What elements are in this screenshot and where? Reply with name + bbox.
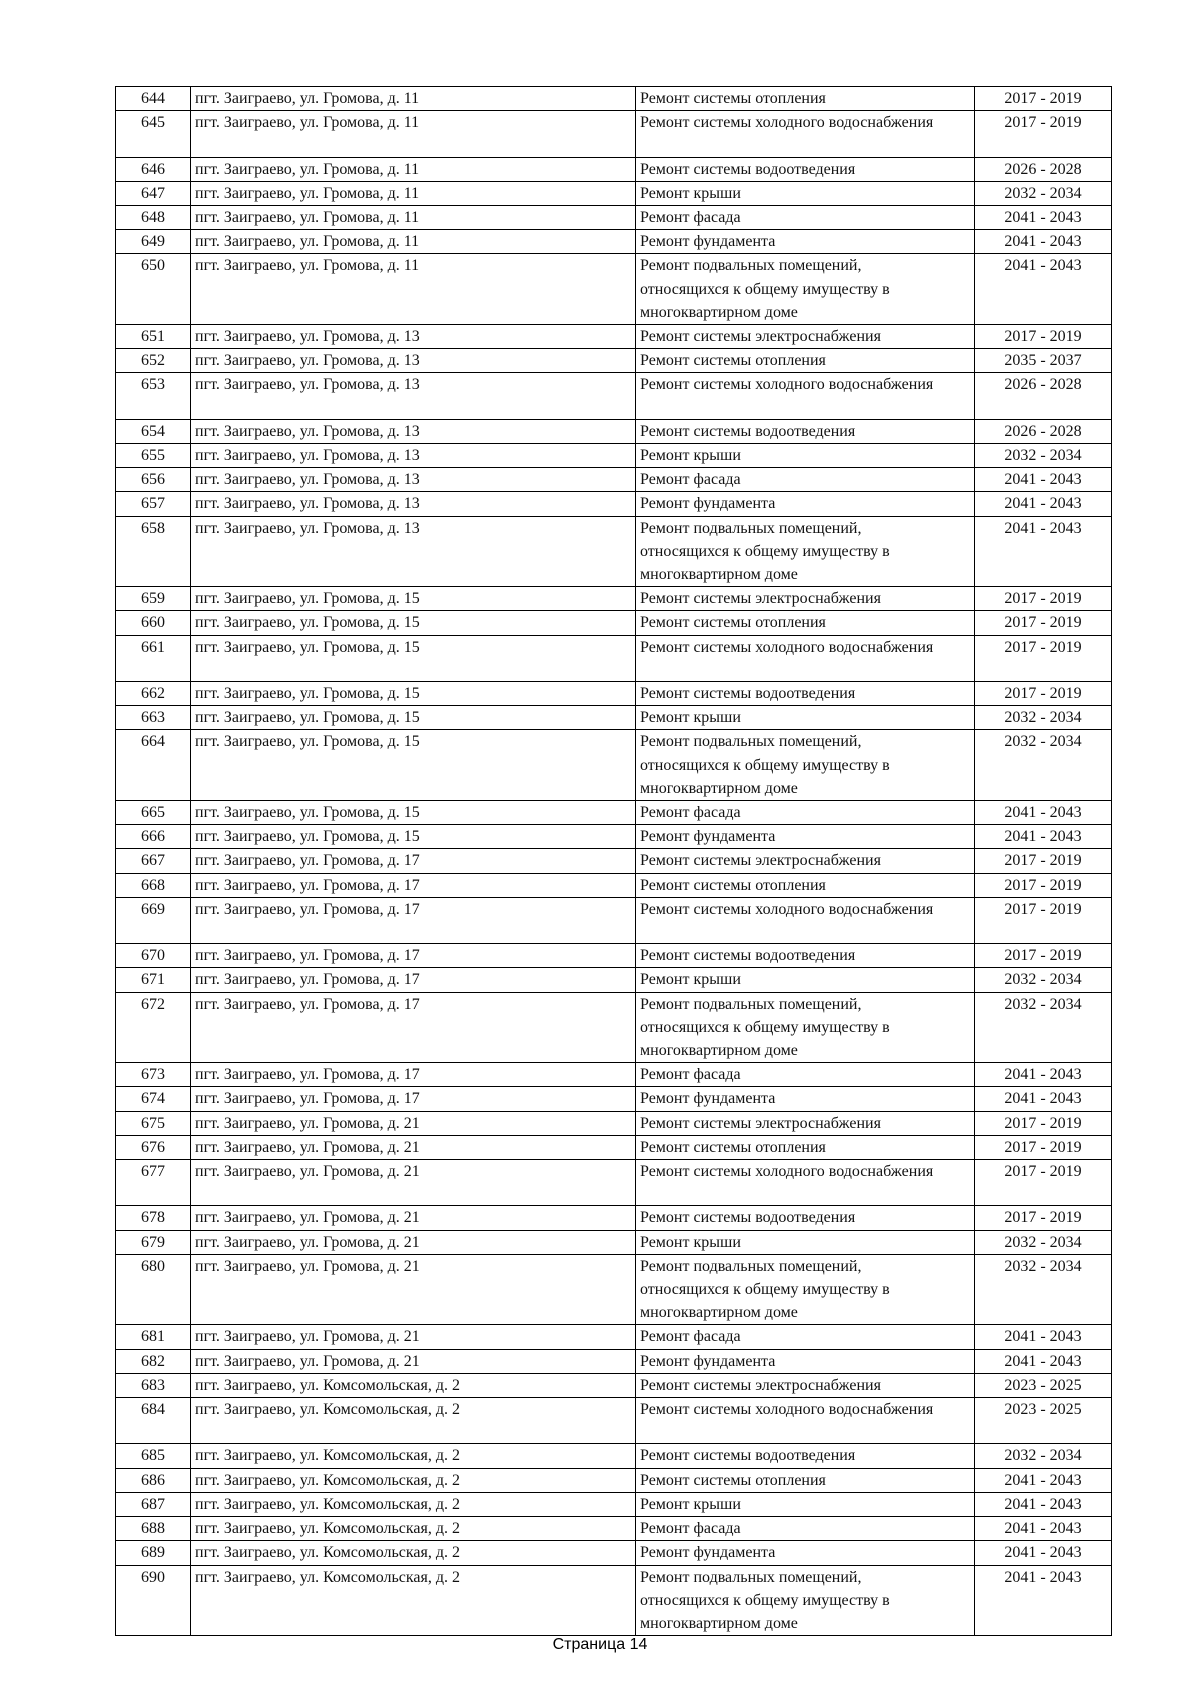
- row-period: 2032 - 2034: [975, 1444, 1112, 1468]
- row-number: 687: [116, 1492, 191, 1516]
- table-row: [116, 1135, 1112, 1159]
- row-number: 688: [116, 1517, 191, 1541]
- row-work-type: Ремонт системы водоотведения: [636, 419, 975, 443]
- row-address: пгт. Заиграево, ул. Громова, д. 13: [191, 349, 636, 373]
- row-work-type: Ремонт фундамента: [636, 492, 975, 516]
- row-number: 679: [116, 1230, 191, 1254]
- row-address: пгт. Заиграево, ул. Громова, д. 17: [191, 897, 636, 943]
- row-work-type: Ремонт подвальных помещений, относящихся к общему имуществу в многоквартирном доме: [636, 1565, 975, 1636]
- row-period: 2032 - 2034: [975, 968, 1112, 992]
- row-number: 656: [116, 468, 191, 492]
- row-number: 658: [116, 516, 191, 587]
- row-period: 2032 - 2034: [975, 1254, 1112, 1325]
- row-number: 664: [116, 730, 191, 801]
- row-period: 2032 - 2034: [975, 706, 1112, 730]
- row-work-type: Ремонт подвальных помещений, относящихся к общему имуществу в многоквартирном доме: [636, 730, 975, 801]
- table-row: [116, 325, 1112, 349]
- row-number: 683: [116, 1373, 191, 1397]
- row-period: 2041 - 2043: [975, 254, 1112, 325]
- table-row: [116, 516, 1112, 587]
- row-number: 659: [116, 587, 191, 611]
- repair-schedule-table: [115, 86, 1112, 1636]
- row-work-type: Ремонт крыши: [636, 706, 975, 730]
- row-number: 677: [116, 1160, 191, 1206]
- row-address: пгт. Заиграево, ул. Комсомольская, д. 2: [191, 1373, 636, 1397]
- row-address: пгт. Заиграево, ул. Комсомольская, д. 2: [191, 1444, 636, 1468]
- row-period: 2017 - 2019: [975, 873, 1112, 897]
- row-period: 2041 - 2043: [975, 1349, 1112, 1373]
- row-period: 2032 - 2034: [975, 1230, 1112, 1254]
- row-period: 2017 - 2019: [975, 87, 1112, 111]
- table-row: [116, 968, 1112, 992]
- row-work-type: Ремонт системы электроснабжения: [636, 1373, 975, 1397]
- row-address: пгт. Заиграево, ул. Громова, д. 21: [191, 1206, 636, 1230]
- row-period: 2041 - 2043: [975, 1063, 1112, 1087]
- row-number: 648: [116, 206, 191, 230]
- row-work-type: Ремонт фасада: [636, 1517, 975, 1541]
- row-address: пгт. Заиграево, ул. Громова, д. 11: [191, 206, 636, 230]
- row-period: 2041 - 2043: [975, 492, 1112, 516]
- table-row: [116, 206, 1112, 230]
- row-period: 2017 - 2019: [975, 1206, 1112, 1230]
- row-address: пгт. Заиграево, ул. Комсомольская, д. 2: [191, 1517, 636, 1541]
- row-address: пгт. Заиграево, ул. Громова, д. 15: [191, 801, 636, 825]
- row-address: пгт. Заиграево, ул. Громова, д. 13: [191, 444, 636, 468]
- row-number: 681: [116, 1325, 191, 1349]
- row-address: пгт. Заиграево, ул. Громова, д. 17: [191, 968, 636, 992]
- row-period: 2032 - 2034: [975, 730, 1112, 801]
- table-row: [116, 1517, 1112, 1541]
- row-address: пгт. Заиграево, ул. Комсомольская, д. 2: [191, 1541, 636, 1565]
- row-address: пгт. Заиграево, ул. Громова, д. 17: [191, 992, 636, 1063]
- row-work-type: Ремонт системы электроснабжения: [636, 849, 975, 873]
- row-address: пгт. Заиграево, ул. Громова, д. 21: [191, 1160, 636, 1206]
- row-number: 686: [116, 1468, 191, 1492]
- table-row: [116, 1111, 1112, 1135]
- row-period: 2017 - 2019: [975, 1160, 1112, 1206]
- table-row: [116, 1349, 1112, 1373]
- row-work-type: Ремонт системы водоотведения: [636, 1444, 975, 1468]
- row-period: 2026 - 2028: [975, 373, 1112, 419]
- row-address: пгт. Заиграево, ул. Громова, д. 11: [191, 181, 636, 205]
- row-address: пгт. Заиграево, ул. Громова, д. 13: [191, 373, 636, 419]
- table-body: [116, 87, 1112, 1636]
- row-work-type: Ремонт фундамента: [636, 230, 975, 254]
- row-period: 2032 - 2034: [975, 992, 1112, 1063]
- row-address: пгт. Заиграево, ул. Громова, д. 17: [191, 1063, 636, 1087]
- table-row: [116, 1492, 1112, 1516]
- row-work-type: Ремонт фасада: [636, 206, 975, 230]
- row-period: 2041 - 2043: [975, 516, 1112, 587]
- row-work-type: Ремонт системы водоотведения: [636, 157, 975, 181]
- row-work-type: Ремонт системы отопления: [636, 87, 975, 111]
- row-work-type: Ремонт системы отопления: [636, 611, 975, 635]
- table-row: [116, 1541, 1112, 1565]
- row-work-type: Ремонт системы холодного водоснабжения: [636, 373, 975, 419]
- row-number: 676: [116, 1135, 191, 1159]
- row-address: пгт. Заиграево, ул. Громова, д. 21: [191, 1254, 636, 1325]
- row-number: 644: [116, 87, 191, 111]
- table-row: [116, 873, 1112, 897]
- row-number: 663: [116, 706, 191, 730]
- row-address: пгт. Заиграево, ул. Громова, д. 15: [191, 730, 636, 801]
- table-row: [116, 1254, 1112, 1325]
- row-work-type: Ремонт системы отопления: [636, 1135, 975, 1159]
- row-work-type: Ремонт системы водоотведения: [636, 944, 975, 968]
- row-number: 690: [116, 1565, 191, 1636]
- row-address: пгт. Заиграево, ул. Громова, д. 11: [191, 230, 636, 254]
- row-address: пгт. Заиграево, ул. Громова, д. 15: [191, 682, 636, 706]
- table-row: [116, 468, 1112, 492]
- page-number: Страница 14: [552, 1636, 648, 1653]
- row-address: пгт. Заиграево, ул. Громова, д. 17: [191, 873, 636, 897]
- row-number: 660: [116, 611, 191, 635]
- table-row: [116, 1444, 1112, 1468]
- row-address: пгт. Заиграево, ул. Громова, д. 15: [191, 587, 636, 611]
- row-work-type: Ремонт фасада: [636, 1063, 975, 1087]
- row-number: 673: [116, 1063, 191, 1087]
- row-number: 662: [116, 682, 191, 706]
- row-address: пгт. Заиграево, ул. Комсомольская, д. 2: [191, 1492, 636, 1516]
- row-period: 2041 - 2043: [975, 801, 1112, 825]
- row-period: 2041 - 2043: [975, 1492, 1112, 1516]
- row-number: 675: [116, 1111, 191, 1135]
- table-row: [116, 444, 1112, 468]
- row-work-type: Ремонт фундамента: [636, 825, 975, 849]
- row-address: пгт. Заиграево, ул. Громова, д. 11: [191, 87, 636, 111]
- row-address: пгт. Заиграево, ул. Громова, д. 21: [191, 1111, 636, 1135]
- row-address: пгт. Заиграево, ул. Громова, д. 13: [191, 325, 636, 349]
- table-row: [116, 1325, 1112, 1349]
- row-period: 2017 - 2019: [975, 682, 1112, 706]
- row-address: пгт. Заиграево, ул. Громова, д. 21: [191, 1135, 636, 1159]
- row-number: 645: [116, 111, 191, 157]
- row-period: 2041 - 2043: [975, 206, 1112, 230]
- row-work-type: Ремонт крыши: [636, 444, 975, 468]
- row-period: 2026 - 2028: [975, 157, 1112, 181]
- row-address: пгт. Заиграево, ул. Громова, д. 13: [191, 468, 636, 492]
- row-address: пгт. Заиграево, ул. Громова, д. 21: [191, 1230, 636, 1254]
- table-row: [116, 992, 1112, 1063]
- row-period: 2017 - 2019: [975, 1135, 1112, 1159]
- row-address: пгт. Заиграево, ул. Громова, д. 11: [191, 254, 636, 325]
- row-work-type: Ремонт системы холодного водоснабжения: [636, 1398, 975, 1444]
- row-period: 2017 - 2019: [975, 325, 1112, 349]
- row-work-type: Ремонт крыши: [636, 1230, 975, 1254]
- row-period: 2017 - 2019: [975, 897, 1112, 943]
- row-address: пгт. Заиграево, ул. Громова, д. 13: [191, 492, 636, 516]
- row-number: 672: [116, 992, 191, 1063]
- table-row: [116, 181, 1112, 205]
- row-address: пгт. Заиграево, ул. Громова, д. 15: [191, 611, 636, 635]
- row-number: 657: [116, 492, 191, 516]
- table-row: [116, 230, 1112, 254]
- row-number: 646: [116, 157, 191, 181]
- table-row: [116, 254, 1112, 325]
- row-number: 653: [116, 373, 191, 419]
- row-number: 652: [116, 349, 191, 373]
- row-number: 650: [116, 254, 191, 325]
- row-period: 2017 - 2019: [975, 587, 1112, 611]
- row-work-type: Ремонт подвальных помещений, относящихся к общему имуществу в многоквартирном доме: [636, 254, 975, 325]
- row-address: пгт. Заиграево, ул. Громова, д. 11: [191, 157, 636, 181]
- row-work-type: Ремонт фасада: [636, 468, 975, 492]
- row-period: 2035 - 2037: [975, 349, 1112, 373]
- table-row: [116, 1063, 1112, 1087]
- table-row: [116, 111, 1112, 157]
- row-number: 665: [116, 801, 191, 825]
- row-number: 668: [116, 873, 191, 897]
- row-work-type: Ремонт системы водоотведения: [636, 1206, 975, 1230]
- row-number: 655: [116, 444, 191, 468]
- table-row: [116, 587, 1112, 611]
- row-work-type: Ремонт системы электроснабжения: [636, 325, 975, 349]
- row-work-type: Ремонт фасада: [636, 1325, 975, 1349]
- row-number: 678: [116, 1206, 191, 1230]
- table-row: [116, 419, 1112, 443]
- row-number: 669: [116, 897, 191, 943]
- table-row: [116, 1468, 1112, 1492]
- row-address: пгт. Заиграево, ул. Комсомольская, д. 2: [191, 1565, 636, 1636]
- row-number: 651: [116, 325, 191, 349]
- table-row: [116, 1160, 1112, 1206]
- row-period: 2041 - 2043: [975, 1325, 1112, 1349]
- row-work-type: Ремонт системы холодного водоснабжения: [636, 111, 975, 157]
- row-number: 649: [116, 230, 191, 254]
- row-number: 667: [116, 849, 191, 873]
- row-address: пгт. Заиграево, ул. Комсомольская, д. 2: [191, 1398, 636, 1444]
- row-work-type: Ремонт подвальных помещений, относящихся к общему имуществу в многоквартирном доме: [636, 992, 975, 1063]
- row-work-type: Ремонт системы отопления: [636, 349, 975, 373]
- row-address: пгт. Заиграево, ул. Громова, д. 15: [191, 706, 636, 730]
- row-work-type: Ремонт фундамента: [636, 1087, 975, 1111]
- row-address: пгт. Заиграево, ул. Громова, д. 11: [191, 111, 636, 157]
- row-work-type: Ремонт системы электроснабжения: [636, 1111, 975, 1135]
- row-period: 2017 - 2019: [975, 1111, 1112, 1135]
- table-row: [116, 730, 1112, 801]
- row-number: 684: [116, 1398, 191, 1444]
- table-row: [116, 801, 1112, 825]
- row-period: 2017 - 2019: [975, 635, 1112, 681]
- row-address: пгт. Заиграево, ул. Громова, д. 21: [191, 1349, 636, 1373]
- row-work-type: Ремонт крыши: [636, 1492, 975, 1516]
- row-number: 671: [116, 968, 191, 992]
- row-work-type: Ремонт системы холодного водоснабжения: [636, 897, 975, 943]
- row-work-type: Ремонт системы водоотведения: [636, 682, 975, 706]
- row-work-type: Ремонт системы холодного водоснабжения: [636, 635, 975, 681]
- table-row: [116, 1087, 1112, 1111]
- row-address: пгт. Заиграево, ул. Громова, д. 17: [191, 1087, 636, 1111]
- row-number: 666: [116, 825, 191, 849]
- row-period: 2041 - 2043: [975, 1517, 1112, 1541]
- table-row: [116, 944, 1112, 968]
- row-period: 2041 - 2043: [975, 1468, 1112, 1492]
- row-number: 661: [116, 635, 191, 681]
- row-work-type: Ремонт крыши: [636, 181, 975, 205]
- row-period: 2017 - 2019: [975, 111, 1112, 157]
- table-row: [116, 635, 1112, 681]
- table-row: [116, 492, 1112, 516]
- table-row: [116, 897, 1112, 943]
- row-number: 682: [116, 1349, 191, 1373]
- row-period: 2026 - 2028: [975, 419, 1112, 443]
- table-row: [116, 87, 1112, 111]
- row-period: 2041 - 2043: [975, 230, 1112, 254]
- row-period: 2017 - 2019: [975, 849, 1112, 873]
- row-period: 2023 - 2025: [975, 1398, 1112, 1444]
- table-row: [116, 373, 1112, 419]
- row-period: 2041 - 2043: [975, 468, 1112, 492]
- row-address: пгт. Заиграево, ул. Громова, д. 13: [191, 419, 636, 443]
- row-work-type: Ремонт системы холодного водоснабжения: [636, 1160, 975, 1206]
- row-number: 654: [116, 419, 191, 443]
- table-row: [116, 682, 1112, 706]
- row-work-type: Ремонт системы электроснабжения: [636, 587, 975, 611]
- row-address: пгт. Заиграево, ул. Громова, д. 15: [191, 635, 636, 681]
- row-period: 2041 - 2043: [975, 825, 1112, 849]
- table-row: [116, 1206, 1112, 1230]
- row-period: 2017 - 2019: [975, 611, 1112, 635]
- table-row: [116, 349, 1112, 373]
- row-number: 680: [116, 1254, 191, 1325]
- row-address: пгт. Заиграево, ул. Громова, д. 21: [191, 1325, 636, 1349]
- row-work-type: Ремонт подвальных помещений, относящихся к общему имуществу в многоквартирном доме: [636, 1254, 975, 1325]
- row-work-type: Ремонт фасада: [636, 801, 975, 825]
- row-period: 2041 - 2043: [975, 1087, 1112, 1111]
- row-number: 674: [116, 1087, 191, 1111]
- row-period: 2017 - 2019: [975, 944, 1112, 968]
- row-address: пгт. Заиграево, ул. Комсомольская, д. 2: [191, 1468, 636, 1492]
- table-row: [116, 706, 1112, 730]
- row-work-type: Ремонт крыши: [636, 968, 975, 992]
- table-row: [116, 1230, 1112, 1254]
- row-work-type: Ремонт системы отопления: [636, 1468, 975, 1492]
- table-row: [116, 849, 1112, 873]
- row-number: 689: [116, 1541, 191, 1565]
- row-address: пгт. Заиграево, ул. Громова, д. 15: [191, 825, 636, 849]
- row-period: 2032 - 2034: [975, 181, 1112, 205]
- row-number: 647: [116, 181, 191, 205]
- row-work-type: Ремонт фундамента: [636, 1349, 975, 1373]
- row-period: 2023 - 2025: [975, 1373, 1112, 1397]
- row-work-type: Ремонт фундамента: [636, 1541, 975, 1565]
- table-row: [116, 611, 1112, 635]
- table-row: [116, 1565, 1112, 1636]
- table-row: [116, 1373, 1112, 1397]
- table-row: [116, 1398, 1112, 1444]
- row-number: 685: [116, 1444, 191, 1468]
- row-period: 2041 - 2043: [975, 1541, 1112, 1565]
- row-address: пгт. Заиграево, ул. Громова, д. 17: [191, 944, 636, 968]
- row-number: 670: [116, 944, 191, 968]
- row-period: 2041 - 2043: [975, 1565, 1112, 1636]
- row-work-type: Ремонт системы отопления: [636, 873, 975, 897]
- row-work-type: Ремонт подвальных помещений, относящихся к общему имуществу в многоквартирном доме: [636, 516, 975, 587]
- table-row: [116, 825, 1112, 849]
- table-row: [116, 157, 1112, 181]
- row-address: пгт. Заиграево, ул. Громова, д. 17: [191, 849, 636, 873]
- row-address: пгт. Заиграево, ул. Громова, д. 13: [191, 516, 636, 587]
- row-period: 2032 - 2034: [975, 444, 1112, 468]
